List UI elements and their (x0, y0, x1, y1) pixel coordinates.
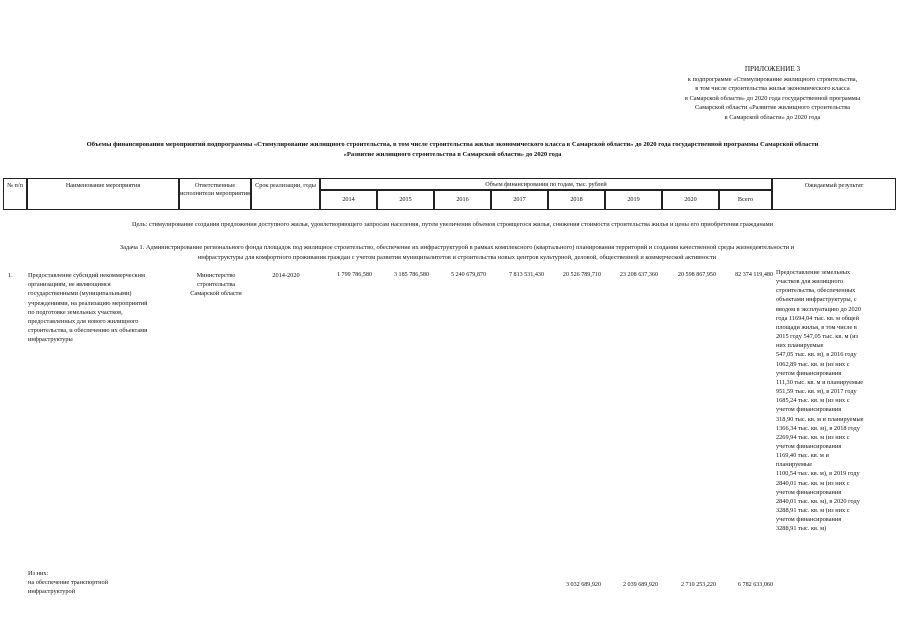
header-period: Срок реализации, годы (251, 178, 320, 210)
row-result-line: площади жилья, в том числе в (776, 323, 857, 331)
row-result-line: них планируемые (776, 342, 824, 350)
row-result-line: года 11694,04 тыс. кв. м общей (776, 314, 859, 322)
header-name: Наименование мероприятия (27, 178, 179, 210)
task-line: Задача 1. Администрирование регионального фонда площадок под жилищное строительство, обеспечение их инфраструктурой в рамках комплексного (квартального) планирования территорий и создания качественной среды жизнедеятельности и (119, 244, 795, 251)
row-name-line: Предоставление субсидий некоммерческим (28, 272, 145, 279)
row-result-line: учетом финансирования (776, 488, 842, 496)
row-result-line: 2840,01 тыс. кв. м (из них с (776, 479, 850, 487)
row-result-line: учетом финансирования (776, 442, 842, 450)
annex-block (640, 65, 905, 123)
goal-text: Цель: стимулирование создания предложения доступного жилья, удовлетворяющего запросам населения, путем увеличения объемов строящегося жилья, снижения стоимости строительства жилья и цены его приобретения гражданами (131, 221, 774, 228)
header-result: Ожидаемый результат (772, 178, 896, 210)
row-result-line: 2015 году 547,05 тыс. кв. м (из (776, 333, 858, 341)
header-year: 2020 (662, 190, 719, 210)
row-result-line: Предоставление земельных (776, 269, 851, 276)
row-result-line: объектами инфраструктуры, с (776, 296, 857, 304)
row-name-line: предоставленных для нового жилищного (28, 318, 139, 326)
subrow-value-total: 6 782 633,060 (737, 582, 773, 588)
document-title-line: Объемы финансирования мероприятий подпрограммы «Стимулирование жилищного строительства, в том числе строительства жилья экономического класса в Самарской области» до 2020 года государственной программы Самарской области (86, 141, 819, 148)
row-result-line: учетом финансирования (776, 369, 842, 377)
header-num: № п/п (3, 178, 27, 210)
row-name-line: государственными (муниципальными) (28, 290, 132, 298)
subrow-value-2019: 2 039 689,920 (622, 582, 658, 588)
row-value-2016: 5 240 679,870 (450, 272, 486, 278)
row-result-line: планируемые (776, 461, 812, 469)
document-title-line: «Развитие жилищного строительства в Самарской области» до 2020 года (343, 151, 562, 158)
row-executor-line: Министерство (196, 272, 236, 279)
annex-line: в том числе строительства жилья экономического класса (695, 85, 850, 93)
row-value-2018: 20 526 789,710 (562, 272, 601, 278)
row-result-line: 1685,24 тыс. кв. м (из них с (776, 397, 850, 405)
header-funding: Объем финансирования по годам, тыс. рублей (320, 178, 772, 190)
row-name-line: строительства, и обеспечению их объектами (28, 327, 148, 335)
row-name-line: учреждениями, на реализацию мероприятий (28, 299, 148, 307)
annex-line: в Самарской области» до 2020 года государственной программы (684, 94, 861, 102)
task-line: инфраструктуры для комфортного проживания граждан с учетом развития муниципалитетов и строительства новых центров культурной, деловой, общественной и коммерческой активности (197, 253, 717, 261)
row-value-2017: 7 813 531,430 (508, 272, 544, 278)
annex-line: Самарской области «Развитие жилищного строительства (695, 104, 850, 112)
subrow-label-line: инфраструктурой (28, 588, 76, 596)
row-result-line: 1366,34 тыс. кв. м), в 2018 году (776, 424, 860, 432)
row-result-line: учетом финансирования (776, 406, 842, 414)
row-result-line: 1169,40 тыс. кв. м и (776, 452, 829, 460)
row-result-line: строительства, обеспеченных (776, 287, 856, 295)
task-text (28, 243, 886, 262)
header-year: 2017 (491, 190, 548, 210)
header-total: Всего (719, 190, 772, 210)
annex-line: в Самарской области» до 2020 года (724, 113, 821, 121)
row-value-total: 82 374 119,480 (735, 272, 773, 278)
row-value-2014: 1 799 786,580 (336, 272, 372, 278)
row-result-line: 547,05 тыс. кв. м), в 2016 году (776, 351, 857, 359)
row-period: 2014-2020 (272, 272, 300, 279)
row-result-line: участков для жилищного (776, 278, 844, 286)
row-value-2020: 20 598 867,950 (677, 272, 716, 278)
row-name-line: организациям, не являющимся (28, 281, 111, 289)
subrow-label-line: Из них: (28, 570, 49, 577)
row-result-line: 3288,91 тыс. кв. м) (776, 525, 827, 533)
subrow-value-2018: 3 032 689,920 (565, 582, 601, 588)
row-result-line: 3288,91 тыс. кв. м (из них с (776, 507, 850, 515)
subrow-label (28, 569, 180, 597)
row-executor-line: Самарской области (190, 290, 242, 298)
header-year: 2019 (605, 190, 662, 210)
row-result-line: учетом финансирования (776, 516, 842, 524)
document-title (0, 140, 905, 160)
row-number: 1. (8, 272, 13, 279)
row-result-line: 111,30 тыс. кв. м и планируемые (776, 378, 864, 386)
row-result-line: 951,59 тыс. кв. м), в 2017 году (776, 388, 857, 396)
row-result (776, 268, 891, 534)
header-year: 2016 (434, 190, 491, 210)
row-result-line: 2840,01 тыс. кв. м), в 2020 году (776, 497, 860, 505)
row-executor (180, 271, 252, 299)
row-name (28, 271, 180, 345)
subrow-value-2020: 2 710 253,220 (680, 582, 716, 588)
annex-title: ПРИЛОЖЕНИЕ 3 (744, 65, 801, 73)
row-result-line: 1062,89 тыс. кв. м (из них с (776, 360, 850, 368)
header-year: 2014 (320, 190, 377, 210)
header-year: 2018 (548, 190, 605, 210)
row-name-line: по подготовке земельных участков, (28, 308, 123, 316)
row-result-line: 318,90 тыс. кв. м и планируемые (776, 415, 864, 423)
row-value-2019: 23 208 637,360 (619, 272, 658, 278)
row-result-line: вводом в эксплуатацию до 2020 (776, 305, 861, 313)
subrow-label-line: на обеспечение транспортной (28, 579, 108, 587)
row-result-line: 2269,94 тыс. кв. м (из них с (776, 433, 850, 441)
header-executor: Ответственные исполнители мероприятия (179, 178, 251, 210)
row-executor-line: строительства (196, 281, 236, 289)
header-year: 2015 (377, 190, 434, 210)
row-result-line: 1100,54 тыс. кв. м), в 2019 году (776, 470, 860, 478)
row-value-2015: 3 185 786,580 (393, 272, 429, 278)
annex-line: к подпрограмме «Стимулирование жилищного строительства, (687, 75, 858, 83)
row-name-line: инфраструктуры (28, 336, 73, 344)
